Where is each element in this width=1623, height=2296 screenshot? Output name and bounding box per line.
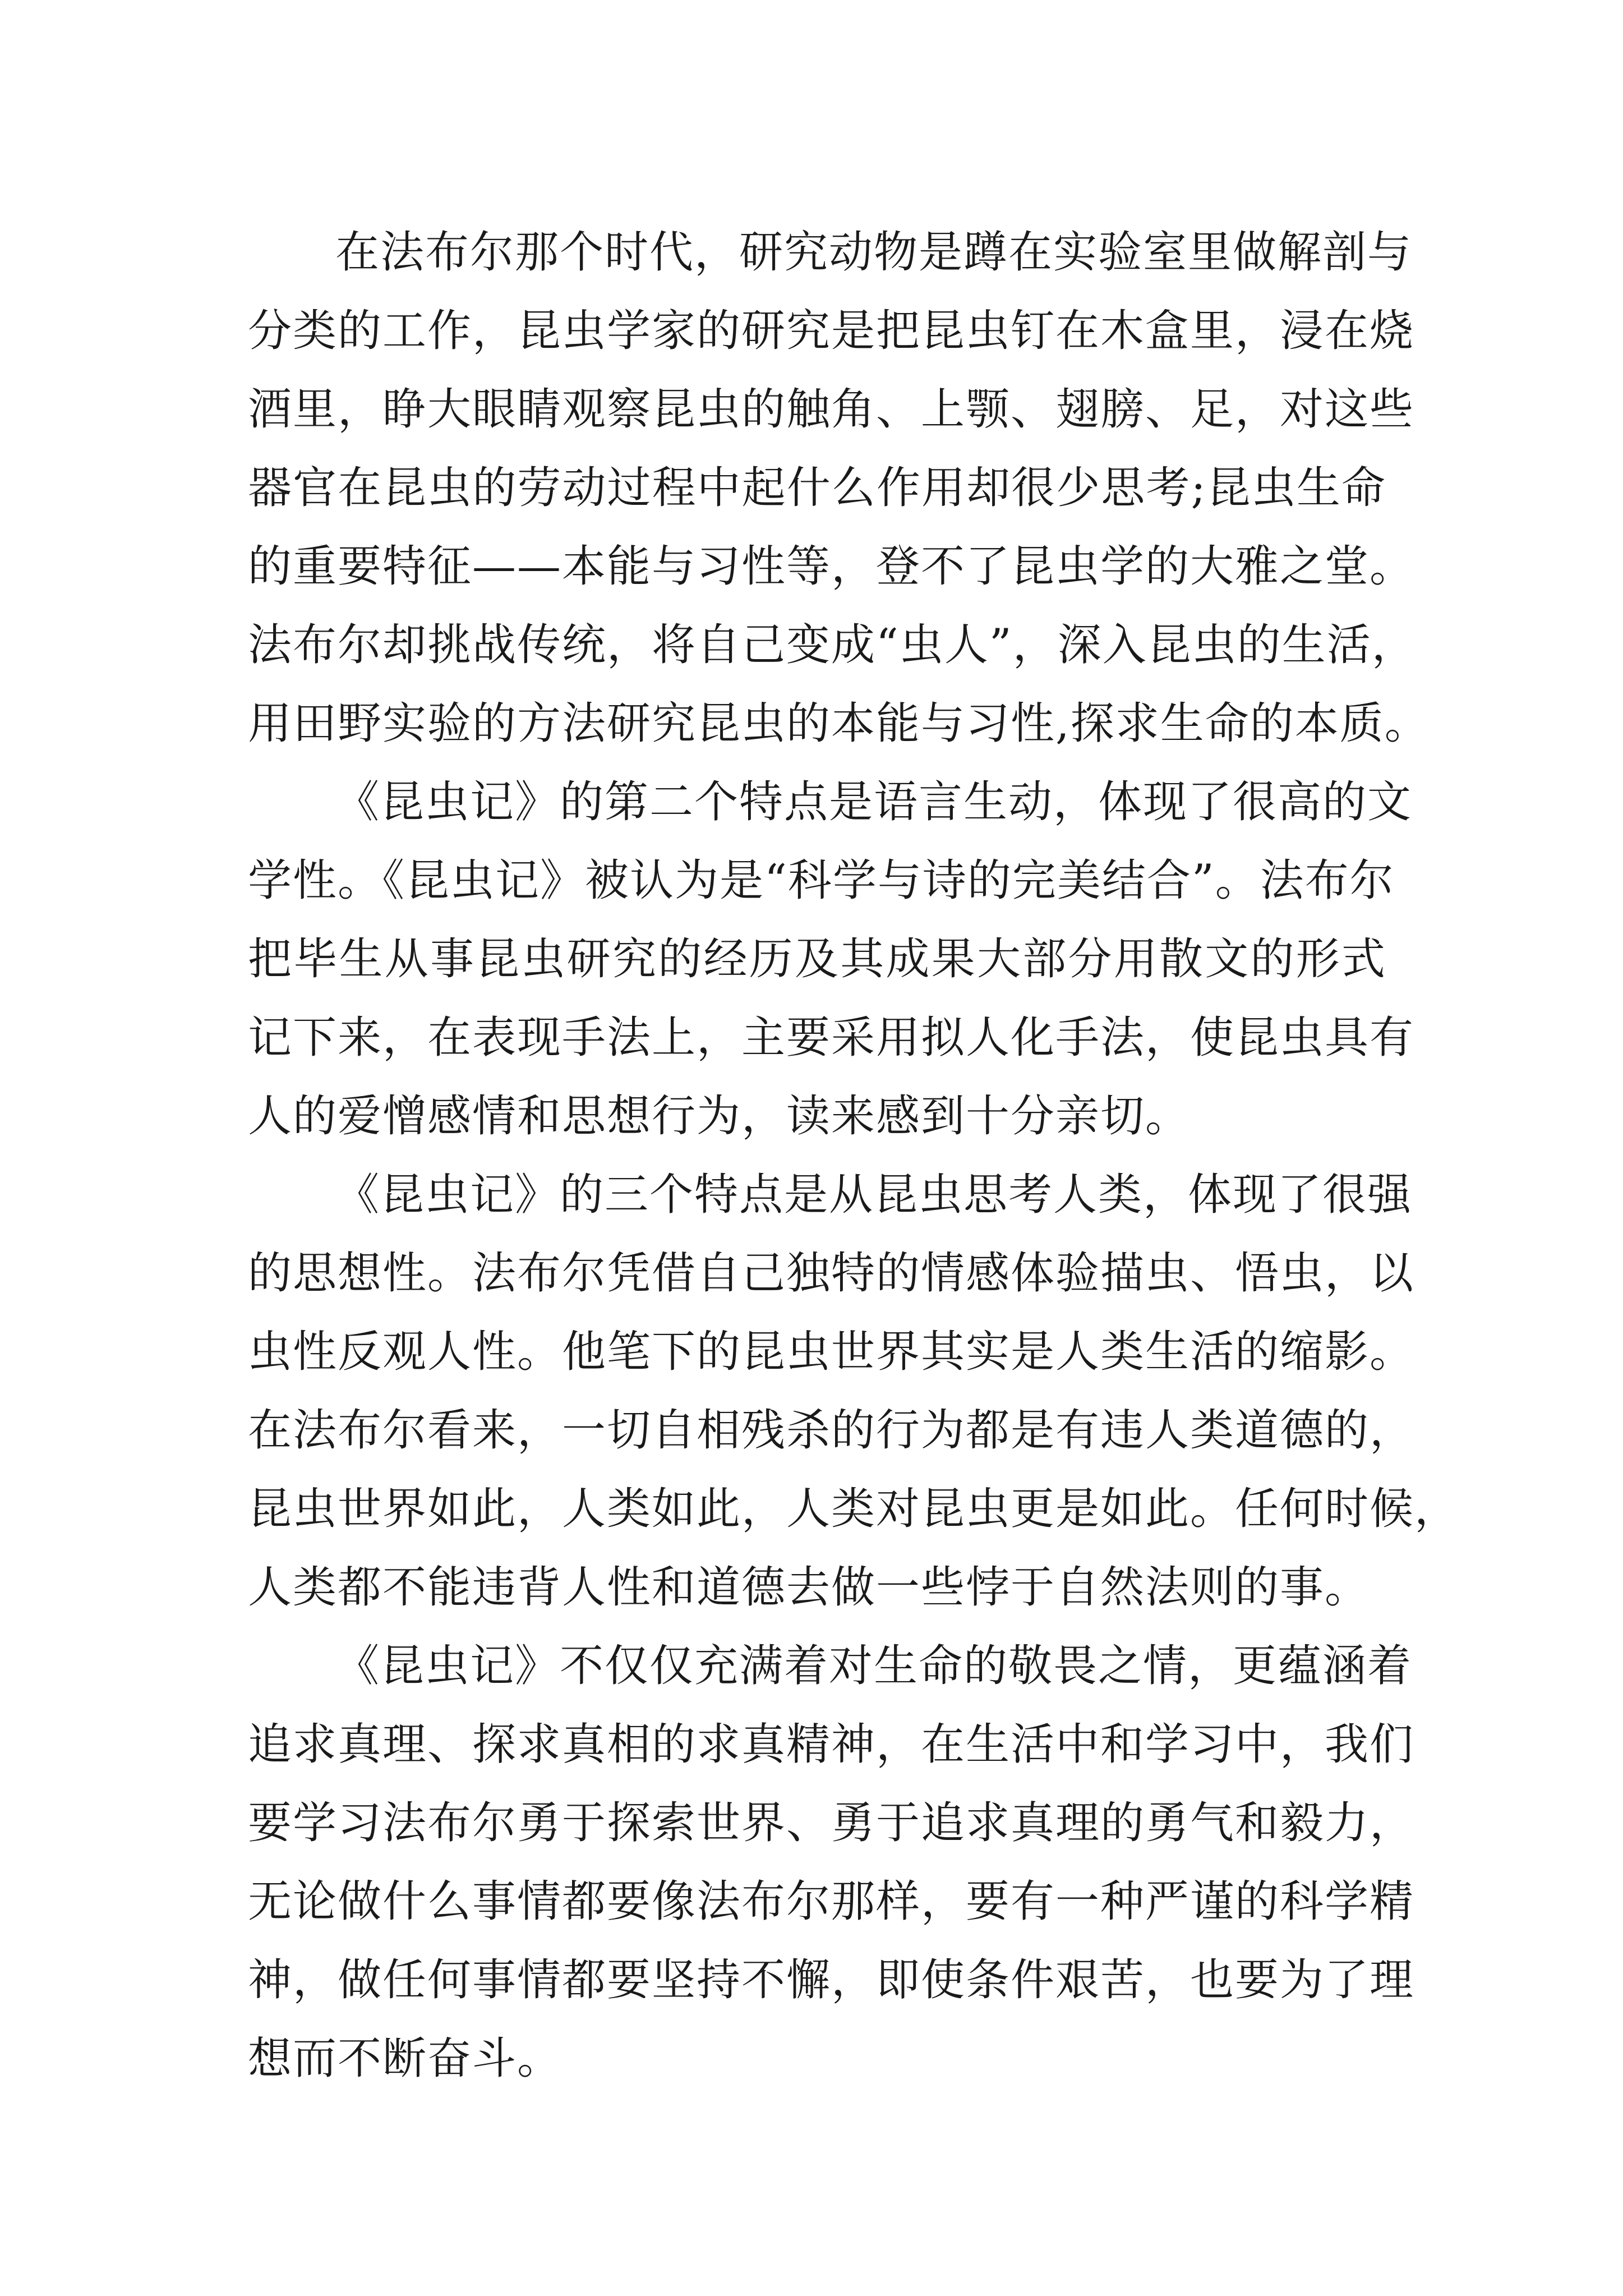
text-line: 在法布尔那个时代，研究动物是蹲在实验室里做解剖与 (335, 227, 1413, 278)
text-line: 的思想性。法布尔凭借自己独特的情感体验描虫、悟虫，以 (248, 1248, 1415, 1299)
text-line: 无论做什么事情都要像法布尔那样，要有一种严谨的科学精 (248, 1876, 1415, 1927)
text-line: 分类的工作，昆虫学家的研究是把昆虫钉在木盒里，浸在烧 (248, 306, 1415, 356)
text-line: 的重要特征——本能与习性等，登不了昆虫学的大雅之堂。 (248, 541, 1415, 592)
text-line: 要学习法布尔勇于探索世界、勇于追求真理的勇气和毅力， (248, 1798, 1415, 1848)
text-line: 学性。《昆虫记》被认为是“科学与诗的完美结合”。法布尔 (248, 855, 1395, 906)
text-line: 想而不断奋斗。 (248, 2033, 562, 2084)
paragraph (248, 763, 1415, 1156)
text-line: 用田野实验的方法研究昆虫的本能与习性,探求生命的本质。 (248, 698, 1430, 749)
text-line: 法布尔却挑战传统，将自己变成“虫人”，深入昆虫的生活， (248, 620, 1417, 670)
text-line: 器官在昆虫的劳动过程中起什么作用却很少思考;昆虫生命 (248, 463, 1386, 513)
paragraph (248, 213, 1430, 763)
text-line: 人的爱憎感情和思想行为，读来感到十分亲切。 (248, 1091, 1191, 1142)
text-line: 把毕生从事昆虫研究的经历及其成果大部分用散文的形式 (248, 934, 1386, 984)
text-line: 虫性反观人性。他笔下的昆虫世界其实是人类生活的缩影。 (248, 1327, 1415, 1377)
paragraph (248, 1156, 1460, 1627)
text-line: 人类都不能违背人性和道德去做一些悖于自然法则的事。 (248, 1562, 1370, 1613)
text-line: 《昆虫记》的第二个特点是语言生动，体现了很高的文 (335, 777, 1413, 827)
document-body (248, 213, 1460, 2098)
text-line: 《昆虫记》的三个特点是从昆虫思考人类，体现了很强 (335, 1170, 1413, 1220)
text-line: 昆虫世界如此，人类如此，人类对昆虫更是如此。任何时候， (248, 1484, 1460, 1534)
text-line: 记下来，在表现手法上，主要采用拟人化手法，使昆虫具有 (248, 1013, 1415, 1063)
text-line: 酒里，睁大眼睛观察昆虫的触角、上颚、翅膀、足，对这些 (248, 384, 1415, 435)
text-line: 追求真理、探求真相的求真精神，在生活中和学习中，我们 (248, 1719, 1415, 1770)
text-line: 《昆虫记》不仅仅充满着对生命的敬畏之情，更蕴涵着 (335, 1641, 1413, 1691)
paragraph (248, 1627, 1415, 2098)
text-line: 在法布尔看来，一切自相残杀的行为都是有违人类道德的， (248, 1405, 1415, 1456)
text-line: 神，做任何事情都要坚持不懈，即使条件艰苦，也要为了理 (248, 1955, 1415, 2005)
